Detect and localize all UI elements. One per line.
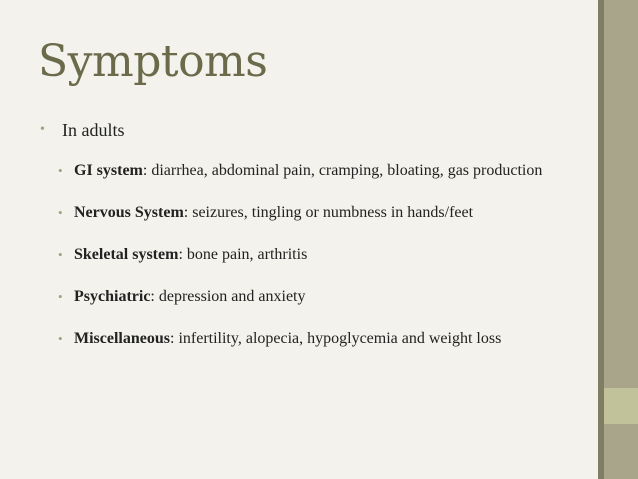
accent-bar-segment xyxy=(598,424,638,479)
sub-bullet-heading: GI system xyxy=(74,162,143,179)
accent-bar-highlight xyxy=(598,388,638,424)
sub-bullet-gi-system xyxy=(58,156,585,186)
slide-content xyxy=(40,118,585,366)
bullet-dot-icon: • xyxy=(58,205,63,220)
sub-bullet-heading: Skeletal system xyxy=(74,246,179,263)
sub-bullet-text: : diarrhea, abdominal pain, cramping, bloating, gas production xyxy=(142,162,543,179)
sub-bullet-miscellaneous xyxy=(58,324,585,354)
bullet-dot-icon: • xyxy=(40,122,45,137)
sub-bullet-skeletal-system xyxy=(58,240,585,270)
accent-sidebar xyxy=(598,0,638,479)
bullet-dot-icon: • xyxy=(58,247,63,262)
slide-title: Symptoms xyxy=(38,36,268,87)
sub-bullet-list xyxy=(40,156,585,354)
bullet-text: In adults xyxy=(62,120,125,140)
sub-bullet-heading: Nervous System xyxy=(74,204,184,221)
sub-bullet-text: : depression and anxiety xyxy=(150,288,306,305)
bullet-dot-icon: • xyxy=(58,163,63,178)
sub-bullet-nervous-system xyxy=(58,198,585,228)
sub-bullet-text: : bone pain, arthritis xyxy=(178,246,308,263)
sub-bullet-text: : infertility, alopecia, hypoglycemia and weight loss xyxy=(170,330,502,347)
sub-bullet-psychiatric xyxy=(58,282,585,312)
bullet-level1 xyxy=(40,118,585,142)
bullet-dot-icon: • xyxy=(58,289,63,304)
bullet-dot-icon: • xyxy=(58,331,63,346)
sub-bullet-heading: Miscellaneous xyxy=(74,330,170,347)
sub-bullet-heading: Psychiatric xyxy=(74,288,151,305)
accent-bar-edge xyxy=(598,0,604,479)
sub-bullet-text: : seizures, tingling or numbness in hands/feet xyxy=(183,204,474,221)
accent-bar-segment xyxy=(598,0,638,388)
